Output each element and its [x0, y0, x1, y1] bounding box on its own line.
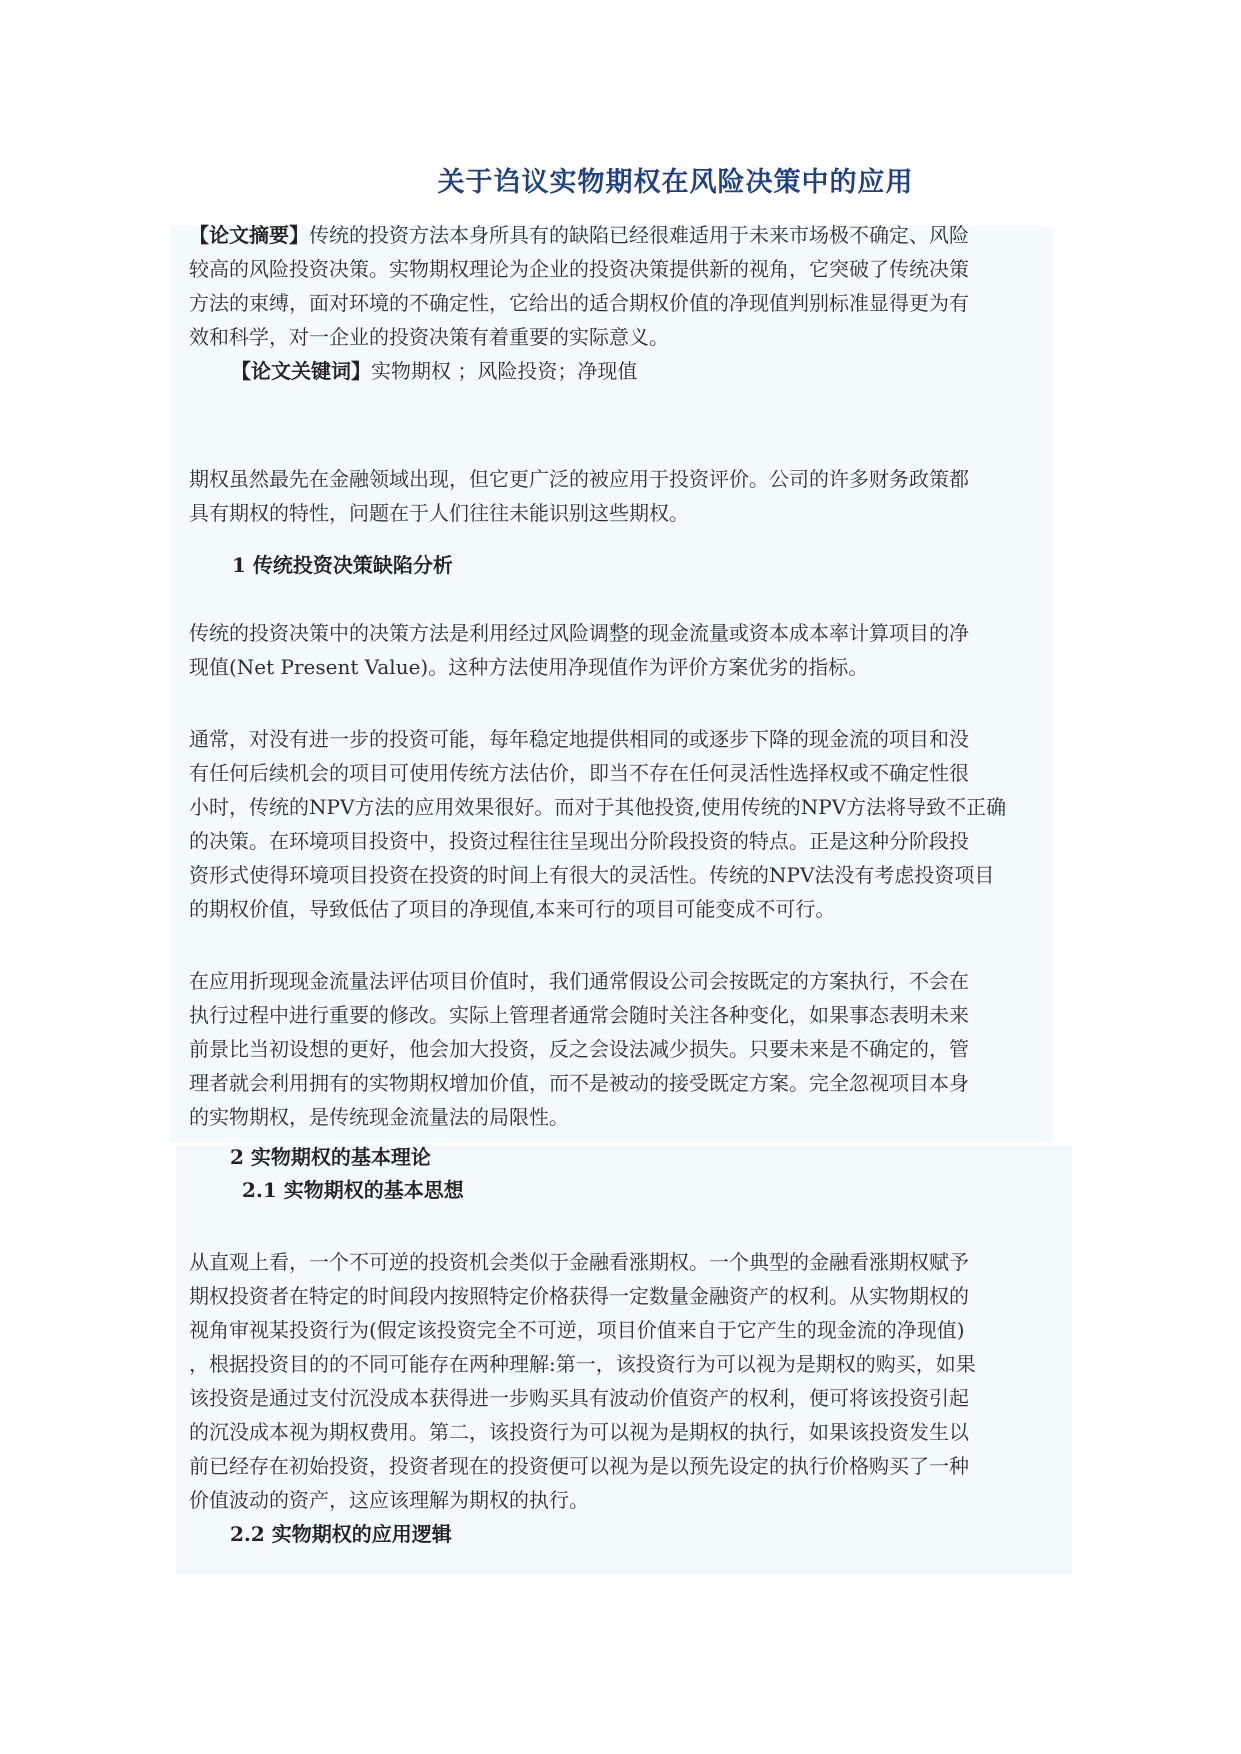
section-2-1-line-2: 期权投资者在特定的时间段内按照特定价格获得一定数量金融资产的权利。从实物期权的 [189, 1284, 969, 1308]
section-2-1-line-5: 该投资是通过支付沉没成本获得进一步购买具有波动价值资产的权利，便可将该投资引起 [189, 1386, 969, 1410]
section-2-1-line-1: 从直观上看，一个不可逆的投资机会类似于金融看涨期权。一个典型的金融看涨期权赋予 [189, 1250, 969, 1274]
abstract-line-2: 较高的风险投资决策。实物期权理论为企业的投资决策提供新的视角，它突破了传统决策 [189, 257, 969, 281]
section-1-p1-line-2: 现值(Net Present Value)。这种方法使用净现值作为评价方案优劣的指标。 [189, 655, 869, 679]
section-2-1-line-3: 视角审视某投资行为(假定该投资完全不可逆，项目价值来自于它产生的现金流的净现值) [189, 1318, 965, 1342]
section-1-p3-line-2: 执行过程中进行重要的修改。实际上管理者通常会随时关注各种变化，如果事态表明未来 [189, 1003, 969, 1027]
section-1-heading: 1 传统投资决策缺陷分析 [232, 553, 453, 577]
section-1-p1-line-1: 传统的投资决策中的决策方法是利用经过风险调整的现金流量或资本成本率计算项目的净 [189, 621, 969, 645]
section-1-p3-line-1: 在应用折现现金流量法评估项目价值时，我们通常假设公司会按既定的方案执行，不会在 [189, 969, 969, 993]
keywords-line [231, 354, 637, 388]
section-2-1-line-4: ，根据投资目的的不同可能存在两种理解:第一，该投资行为可以视为是期权的购买，如果 [189, 1352, 976, 1376]
keywords-text: 实物期权 ；风险投资；净现值 [371, 359, 638, 383]
intro-line-2: 具有期权的特性，问题在于人们往往未能识别这些期权。 [189, 501, 689, 525]
content-block-1 [170, 223, 1053, 1142]
section-1-p3-line-3: 前景比当初设想的更好，他会加大投资，反之会设法减少损失。只要未来是不确定的，管 [189, 1037, 969, 1061]
section-1-p2-line-4: 的决策。在环境项目投资中，投资过程往往呈现出分阶段投资的特点。正是这种分阶段投 [189, 829, 969, 853]
section-2-heading: 2 实物期权的基本理论 [230, 1145, 431, 1169]
section-2-2-heading: 2.2 实物期权的应用逻辑 [230, 1522, 452, 1546]
section-1-p2-line-3: 小时，传统的NPV方法的应用效果很好。而对于其他投资,使用传统的NPV方法将导致不正确 [189, 795, 1007, 819]
abstract-text-1: 传统的投资方法本身所具有的缺陷已经很难适用于未来市场极不确定、风险 [309, 223, 969, 247]
section-1-p2-line-2: 有任何后续机会的项目可使用传统方法估价，即当不存在任何灵活性选择权或不确定性很 [189, 761, 969, 785]
content-block-2 [176, 1145, 1072, 1575]
section-2-1-line-7: 前已经存在初始投资，投资者现在的投资便可以视为是以预先设定的执行价格购买了一种 [189, 1454, 969, 1478]
section-1-p3-line-4: 理者就会利用拥有的实物期权增加价值，而不是被动的接受既定方案。完全忽视项目本身 [189, 1071, 969, 1095]
abstract-line-4: 效和科学，对一企业的投资决策有着重要的实际意义。 [189, 325, 669, 349]
section-2-1-line-6: 的沉没成本视为期权费用。第二，该投资行为可以视为是期权的执行，如果该投资发生以 [189, 1420, 969, 1444]
section-1-p2-line-5: 资形式使得环境项目投资在投资的时间上有很大的灵活性。传统的NPV法没有考虑投资项目 [189, 863, 995, 887]
abstract-line-3: 方法的束缚，面对环境的不确定性，它给出的适合期权价值的净现值判别标准显得更为有 [189, 291, 969, 315]
section-2-1-heading: 2.1 实物期权的基本思想 [242, 1178, 464, 1202]
section-1-p2-line-6: 的期权价值，导致低估了项目的净现值,本来可行的项目可能变成不可行。 [189, 897, 836, 921]
section-1-p2-line-1: 通常，对没有进一步的投资可能，每年稳定地提供相同的或逐步下降的现金流的项目和没 [189, 727, 969, 751]
intro-line-1: 期权虽然最先在金融领域出现，但它更广泛的被应用于投资评价。公司的许多财务政策都 [189, 467, 969, 491]
document-title: 关于诌议实物期权在风险决策中的应用 [437, 167, 914, 198]
section-1-p3-line-5: 的实物期权，是传统现金流量法的局限性。 [189, 1105, 569, 1129]
abstract-label: 【论文摘要】 [189, 223, 309, 247]
keywords-label: 【论文关键词】 [231, 359, 371, 383]
abstract-line-1 [189, 218, 969, 252]
section-2-1-line-8: 价值波动的资产，这应该理解为期权的执行。 [189, 1488, 589, 1512]
